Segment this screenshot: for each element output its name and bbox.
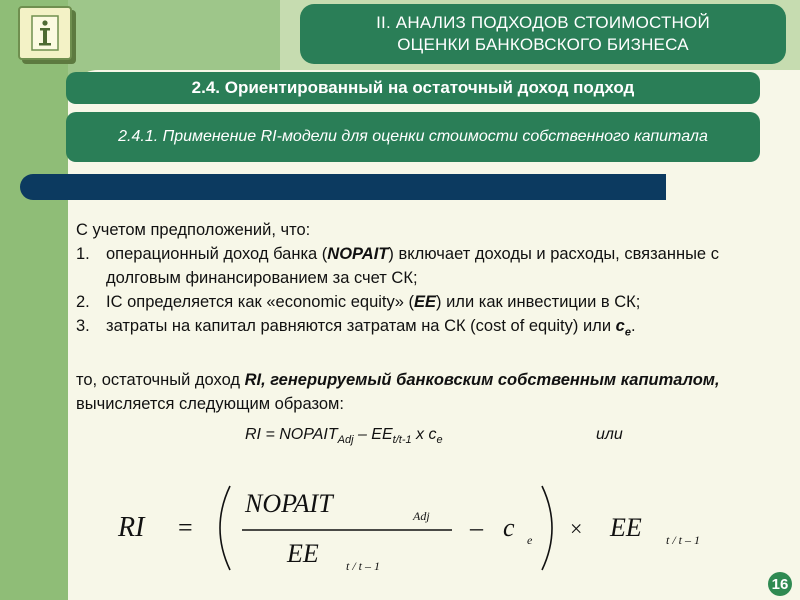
list-item-term: c <box>615 317 625 335</box>
formula-lhs: RI = NOPAIT <box>245 426 338 443</box>
left-paren <box>220 486 230 570</box>
formula-c: c <box>503 513 515 542</box>
formula-rhs: x c <box>411 426 437 443</box>
list-item-number: 3. <box>76 317 90 335</box>
formula-inline <box>245 426 443 446</box>
page-number-badge: 16 <box>768 572 792 596</box>
header-title-line2: ОЦЕНКИ БАНКОВСКОГО БИЗНЕСА <box>397 35 689 54</box>
left-band <box>0 0 68 600</box>
formula-den: EE <box>287 539 319 568</box>
conclusion-pre: то, остаточный доход <box>76 371 245 390</box>
body-text <box>76 218 776 416</box>
right-paren <box>542 486 552 570</box>
conclusion-text <box>76 368 776 416</box>
list-item-text: затраты на капитал равняются затратам на СК (cost of equity) или <box>106 317 616 335</box>
list-item-term-sub: e <box>624 326 631 339</box>
formula-den-sub: t / t – 1 <box>346 559 381 573</box>
formula-ri: RI <box>118 512 145 543</box>
list-item <box>76 242 776 290</box>
list-item-number: 2. <box>76 293 90 311</box>
conclusion-post: вычисляется следующим образом: <box>76 395 344 414</box>
divider-bar <box>20 174 666 200</box>
formula-sub: e <box>436 434 443 447</box>
list-item-term: EE <box>414 293 437 311</box>
list-item-number: 1. <box>76 245 90 263</box>
list-item <box>76 290 776 314</box>
list-item-text: ) включает доходы и расходы, связанные с долговым финансированием за счет СК; <box>106 245 719 287</box>
formula-eq: = <box>178 513 193 542</box>
formula-c-sub: e <box>527 533 533 547</box>
section-title: 2.4. Ориентированный на остаточный доход подход <box>66 72 760 104</box>
formula-num-sub: Adj <box>413 509 430 523</box>
list-item-text: IC определяется как «economic equity» ( <box>106 293 414 311</box>
list-item <box>76 314 776 344</box>
formula-sub: t/t-1 <box>392 434 412 447</box>
formula-num: NOPAIT <box>245 489 333 518</box>
list-item-text: операционный доход банка ( <box>106 245 328 263</box>
section-subtitle <box>66 112 760 162</box>
formula-minus: – <box>470 513 483 542</box>
formula-mid: – EE <box>353 426 393 443</box>
section-subtitle-text: 2.4.1. Применение RI-модели для оценки стоимости собственного капитала <box>118 128 708 145</box>
header-title <box>300 4 786 64</box>
formula-block <box>100 478 750 578</box>
formula-ee: EE <box>610 513 642 542</box>
formula-times: × <box>570 516 583 541</box>
intro-text: С учетом предположений, что: <box>76 221 311 239</box>
conclusion-term: RI, генерируемый банковским собственным капиталом, <box>244 371 720 390</box>
formula-ee-sub: t / t – 1 <box>666 533 701 547</box>
assumption-list <box>76 242 776 344</box>
or-label: или <box>596 426 623 443</box>
header-title-line1: II. АНАЛИЗ ПОДХОДОВ СТОИМОСТНОЙ <box>376 13 710 32</box>
formula-sub: Adj <box>337 434 354 447</box>
list-item-text: ) или как инвестиции в СК; <box>436 293 641 311</box>
info-icon <box>18 6 72 60</box>
list-item-term: NOPAIT <box>327 245 389 263</box>
list-item-text: . <box>630 317 636 335</box>
